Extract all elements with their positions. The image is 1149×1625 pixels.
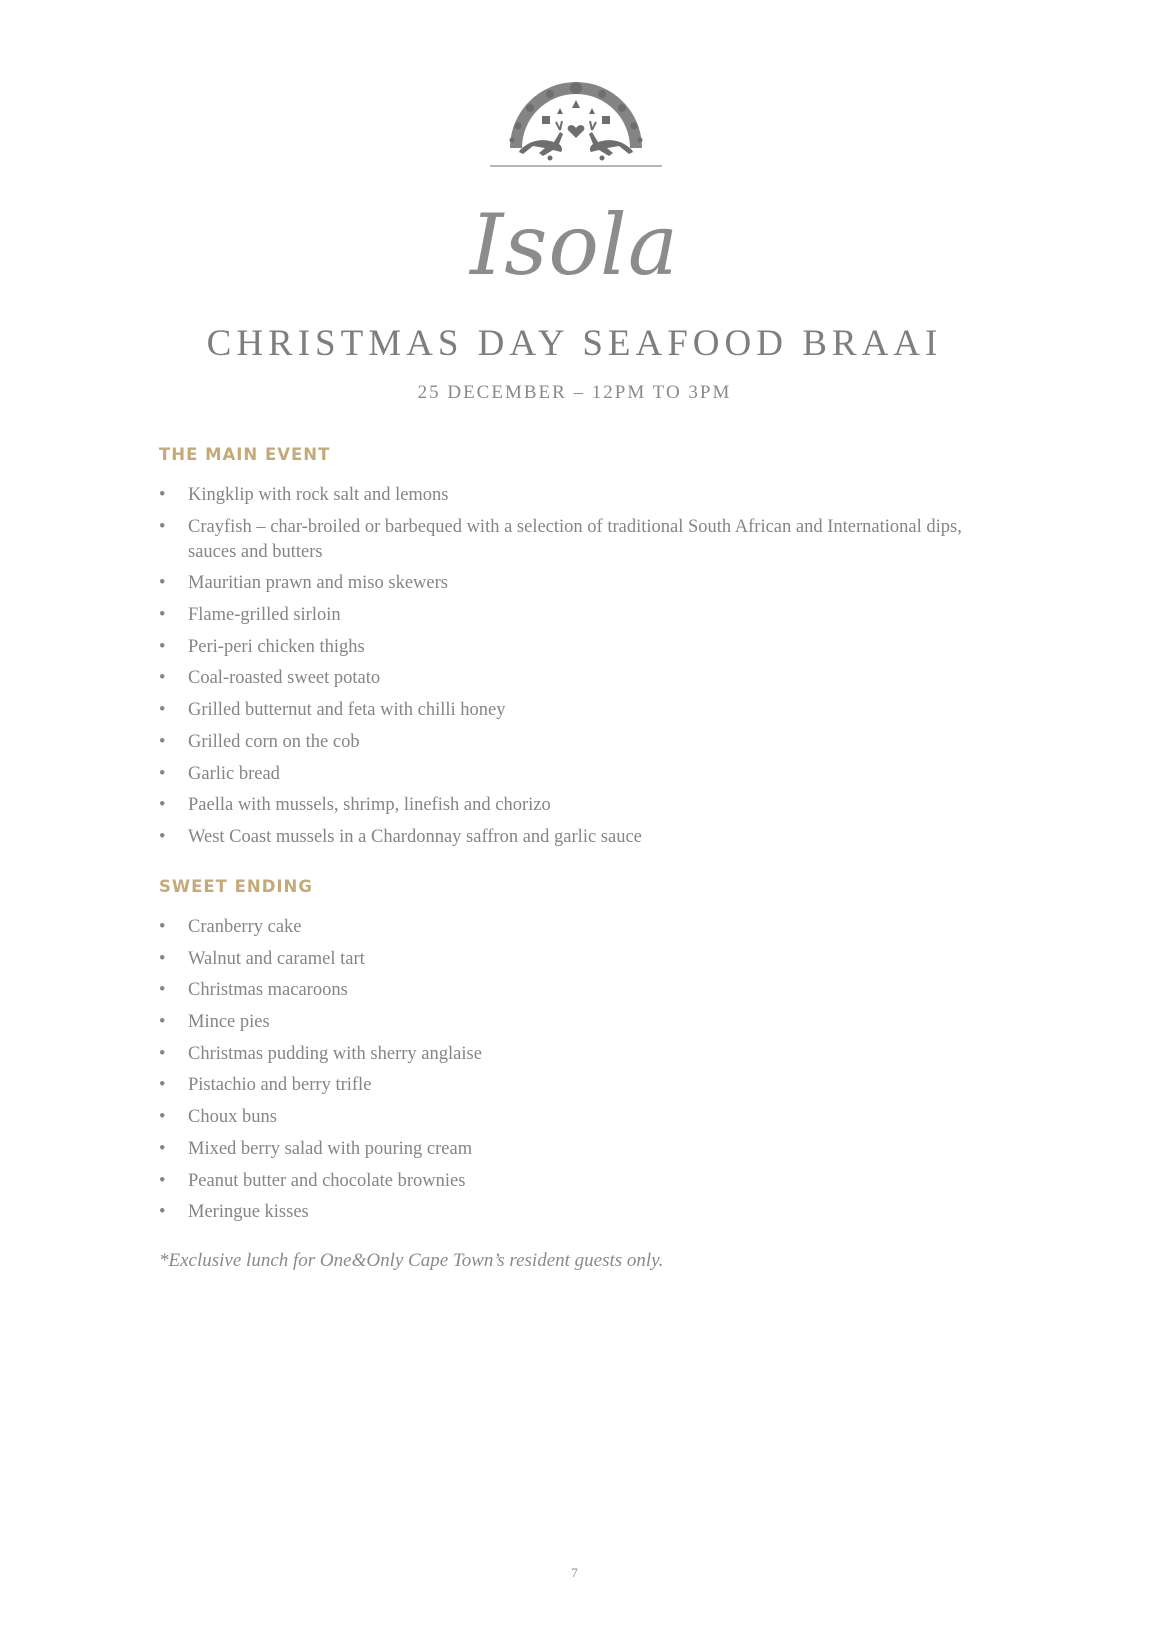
bullet-icon: • xyxy=(159,1202,166,1223)
bullet-icon: • xyxy=(159,1043,166,1064)
list-item xyxy=(159,635,1009,660)
menu-item-label: Pistachio and berry trifle xyxy=(188,1075,372,1096)
menu-item-label: Choux buns xyxy=(188,1107,277,1128)
menu-item-label: Christmas macaroons xyxy=(188,980,348,1001)
list-item xyxy=(159,762,1009,787)
list-item xyxy=(159,1169,1009,1194)
list-item xyxy=(159,947,1009,972)
list-item xyxy=(159,825,1009,850)
menu-item-label: Crayfish – char-broiled or barbequed with a selection of traditional South African and International dips, sauces and butters xyxy=(188,516,962,562)
bullet-icon: • xyxy=(159,1075,166,1096)
bullet-icon: • xyxy=(159,917,166,937)
sweet-ending-list xyxy=(159,915,1009,1232)
bullet-icon: • xyxy=(159,948,166,969)
list-item xyxy=(159,1105,1009,1130)
menu-item-label: Christmas pudding with sherry anglaise xyxy=(188,1043,482,1064)
list-item xyxy=(159,666,1009,691)
menu-item-label: Coal-roasted sweet potato xyxy=(188,668,381,689)
bullet-icon: • xyxy=(159,795,166,816)
menu-item-label: Cranberry cake xyxy=(188,917,302,937)
list-item xyxy=(159,483,1009,508)
bullet-icon: • xyxy=(159,573,166,594)
bullet-icon: • xyxy=(159,1012,166,1033)
list-item xyxy=(159,603,1009,628)
list-item xyxy=(159,1042,1009,1067)
menu-item-label: Meringue kisses xyxy=(188,1202,309,1223)
list-item xyxy=(159,793,1009,818)
bullet-icon: • xyxy=(159,516,166,537)
venue-name: Isola xyxy=(470,196,679,294)
page-number: 7 xyxy=(571,1565,578,1580)
main-event-list xyxy=(159,483,1009,857)
page-title: CHRISTMAS DAY SEAFOOD BRAAI xyxy=(206,323,943,364)
reindeer-wreath-emblem-icon xyxy=(490,78,662,170)
list-item xyxy=(159,515,1009,565)
guest-note: *Exclusive lunch for One&Only Cape Town’s resident guests only. xyxy=(159,1250,664,1271)
menu-item-label: Flame-grilled sirloin xyxy=(188,605,341,626)
bullet-icon: • xyxy=(159,636,166,657)
list-item xyxy=(159,915,1009,940)
bullet-icon: • xyxy=(159,605,166,626)
menu-item-label: Peanut butter and chocolate brownies xyxy=(188,1170,466,1191)
menu-item-label: Grilled butternut and feta with chilli honey xyxy=(188,700,506,721)
bullet-icon: • xyxy=(159,668,166,689)
list-item xyxy=(159,1137,1009,1162)
bullet-icon: • xyxy=(159,1170,166,1191)
bullet-icon: • xyxy=(159,700,166,721)
menu-item-label: Mixed berry salad with pouring cream xyxy=(188,1138,473,1159)
list-item xyxy=(159,978,1009,1003)
bullet-icon: • xyxy=(159,826,166,847)
bullet-icon: • xyxy=(159,485,166,505)
menu-item-label: West Coast mussels in a Chardonnay saffron and garlic sauce xyxy=(188,826,642,847)
section-heading-main-event: THE MAIN EVENT xyxy=(159,445,331,464)
list-item xyxy=(159,1073,1009,1098)
list-item xyxy=(159,730,1009,755)
menu-item-label: Kingklip with rock salt and lemons xyxy=(188,485,449,505)
bullet-icon: • xyxy=(159,980,166,1001)
list-item xyxy=(159,1200,1009,1225)
menu-item-label: Mince pies xyxy=(188,1012,270,1033)
bullet-icon: • xyxy=(159,1107,166,1128)
bullet-icon: • xyxy=(159,1138,166,1159)
section-heading-sweet-ending: SWEET ENDING xyxy=(159,877,313,896)
menu-item-label: Grilled corn on the cob xyxy=(188,731,360,752)
bullet-icon: • xyxy=(159,731,166,752)
menu-item-label: Walnut and caramel tart xyxy=(188,948,365,969)
event-date-time: 25 DECEMBER – 12PM TO 3PM xyxy=(417,382,732,403)
menu-item-label: Garlic bread xyxy=(188,763,280,784)
menu-item-label: Paella with mussels, shrimp, linefish and chorizo xyxy=(188,795,551,816)
bullet-icon: • xyxy=(159,763,166,784)
list-item xyxy=(159,571,1009,596)
list-item xyxy=(159,1010,1009,1035)
menu-item-label: Mauritian prawn and miso skewers xyxy=(188,573,448,594)
list-item xyxy=(159,698,1009,723)
menu-item-label: Peri-peri chicken thighs xyxy=(188,636,365,657)
